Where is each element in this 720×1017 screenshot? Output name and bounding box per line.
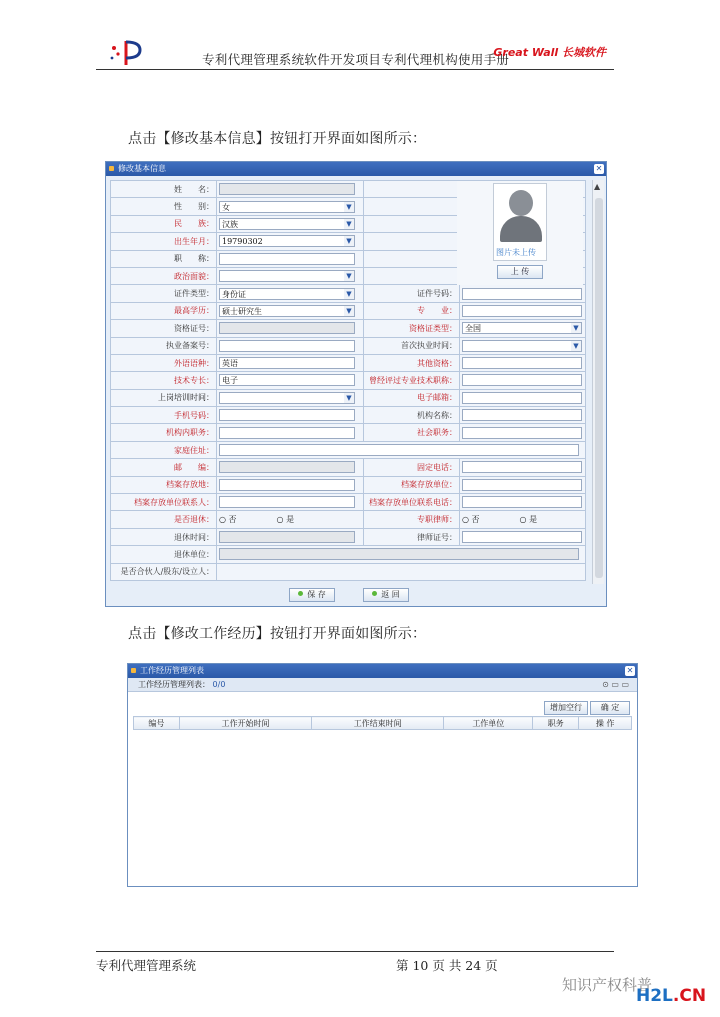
form-scrollbar[interactable] xyxy=(592,180,604,584)
form-row xyxy=(111,563,586,580)
save-icon xyxy=(298,591,303,596)
footer-system: 专利代理管理系统 xyxy=(96,958,197,973)
scrollbar-thumb[interactable] xyxy=(595,198,603,578)
footer-page: 第 10 页 共 24 页 xyxy=(396,958,498,973)
back-icon xyxy=(372,591,377,596)
field-label: 政治面貌： xyxy=(111,267,217,284)
dialog-title: 修改基本信息 xyxy=(118,164,166,173)
text-field[interactable] xyxy=(219,322,355,334)
select-field[interactable]: 汉族 ▼ xyxy=(219,218,355,230)
field-label: 社会职务： xyxy=(364,424,460,441)
page-header xyxy=(96,36,614,70)
field-label: 职 称： xyxy=(111,250,217,267)
column-header[interactable]: 操 作 xyxy=(579,717,632,730)
column-header[interactable]: 职务 xyxy=(533,717,579,730)
work-history-dialog xyxy=(127,663,638,887)
field-label: 档案存放地： xyxy=(111,476,217,493)
upload-button[interactable]: 上 传 xyxy=(497,265,543,279)
field-label: 退休时间： xyxy=(111,528,217,545)
field-label: 固定电话： xyxy=(364,459,460,476)
work-history-table xyxy=(133,716,632,730)
text-field[interactable] xyxy=(462,479,582,491)
field-label xyxy=(364,181,460,198)
text-field[interactable] xyxy=(462,392,582,404)
field-label: 档案存放单位： xyxy=(364,476,460,493)
text-field[interactable] xyxy=(219,340,355,352)
watermark-site: H2L.CN xyxy=(636,986,707,1006)
field-label: 机构名称： xyxy=(364,407,460,424)
dropdown-arrow-icon[interactable]: ▼ xyxy=(344,306,354,316)
column-header[interactable]: 工作结束时间 xyxy=(312,717,444,730)
field-label: 外语语种： xyxy=(111,354,217,371)
field-label: 技术专长： xyxy=(111,372,217,389)
form-row xyxy=(111,285,586,302)
select-field[interactable] xyxy=(219,392,355,404)
field-label: 专 业： xyxy=(364,302,460,319)
select-field[interactable]: 19790302 ▼ xyxy=(219,235,355,247)
photo-caption: 图片未上传 xyxy=(496,248,536,257)
form-row xyxy=(111,372,586,389)
watermark-text: 知识产权科普 xyxy=(562,976,653,994)
header-brand: Great Wall 长城软件 xyxy=(493,46,606,59)
field-label: 证件类型： xyxy=(111,285,217,302)
text-field[interactable] xyxy=(219,409,355,421)
form-row xyxy=(111,459,586,476)
list-subtitle: 工作经历管理列表： xyxy=(138,680,210,689)
close-icon[interactable]: ✕ xyxy=(626,666,634,675)
text-field[interactable] xyxy=(462,496,582,508)
form-row xyxy=(111,354,586,371)
form-row xyxy=(111,424,586,441)
text-field[interactable] xyxy=(219,461,355,473)
text-field[interactable] xyxy=(219,183,355,195)
form-row xyxy=(111,320,586,337)
confirm-button[interactable]: 确 定 xyxy=(590,701,630,715)
dropdown-arrow-icon[interactable]: ▼ xyxy=(344,271,354,281)
field-label: 证件号码： xyxy=(364,285,460,302)
column-header[interactable]: 编号 xyxy=(134,717,180,730)
list-count: 0/0 xyxy=(212,680,226,689)
field-label: 资格证类型： xyxy=(364,320,460,337)
text-field[interactable] xyxy=(219,548,579,560)
instruction-text-1: 点击【修改基本信息】按钮打开界面如图所示： xyxy=(128,131,427,147)
dropdown-arrow-icon[interactable]: ▼ xyxy=(344,202,354,212)
dropdown-arrow-icon[interactable]: ▼ xyxy=(344,289,354,299)
text-field[interactable] xyxy=(219,496,355,508)
form-row xyxy=(111,389,586,406)
field-label: 资格证号： xyxy=(111,320,217,337)
field-label: 是否合伙人/股东/设立人： xyxy=(111,563,217,580)
dropdown-arrow-icon[interactable]: ▼ xyxy=(344,219,354,229)
radio-option[interactable]: ○ 是 xyxy=(276,515,295,525)
field-label: 邮 编： xyxy=(111,459,217,476)
form-row xyxy=(111,476,586,493)
select-field[interactable] xyxy=(219,270,355,282)
field-label: 家庭住址： xyxy=(111,441,217,458)
dropdown-arrow-icon[interactable]: ▼ xyxy=(571,341,581,351)
radio-option[interactable]: ○ 是 xyxy=(519,515,538,525)
field-label: 是否退休： xyxy=(111,511,217,528)
form-row xyxy=(111,494,586,511)
column-header[interactable]: 工作单位 xyxy=(444,717,533,730)
radio-option[interactable]: ○ 否 xyxy=(462,515,480,525)
titlebar-icon xyxy=(109,166,114,171)
dialog2-titlebar xyxy=(128,664,637,678)
dialog2-title: 工作经历管理列表 xyxy=(140,666,204,675)
dropdown-arrow-icon[interactable]: ▼ xyxy=(344,236,354,246)
field-label: 档案存放单位联系人： xyxy=(111,494,217,511)
instruction-text-2: 点击【修改工作经历】按钮打开界面如图所示： xyxy=(128,626,427,642)
list-toolbar xyxy=(128,678,637,692)
field-label: 律师证号： xyxy=(364,528,460,545)
field-label xyxy=(364,233,460,250)
field-label: 执业备案号： xyxy=(111,337,217,354)
text-field[interactable] xyxy=(462,357,582,369)
form-row xyxy=(111,337,586,354)
text-field[interactable]: 电子 xyxy=(219,374,355,386)
text-field[interactable] xyxy=(462,427,582,439)
photo-panel xyxy=(457,181,583,285)
field-label: 曾经评过专业技术职称： xyxy=(364,372,460,389)
field-label xyxy=(364,215,460,232)
titlebar2-icon xyxy=(131,668,136,673)
select-field[interactable]: 全国 ▼ xyxy=(462,322,582,334)
field-label: 机构内职务： xyxy=(111,424,217,441)
field-label: 电子邮箱： xyxy=(364,389,460,406)
radio-option[interactable]: ○ 否 xyxy=(219,515,237,525)
field-label: 性 别： xyxy=(111,198,217,215)
dropdown-arrow-icon[interactable]: ▼ xyxy=(571,323,581,333)
select-field[interactable]: 身份证 ▼ xyxy=(219,288,355,300)
form-row xyxy=(111,511,586,528)
form-row xyxy=(111,441,586,458)
text-field[interactable] xyxy=(219,444,579,456)
field-label: 民 族： xyxy=(111,215,217,232)
text-field[interactable] xyxy=(219,253,355,265)
text-field[interactable]: 英语 xyxy=(219,357,355,369)
chevron-up-icon[interactable]: ▲ xyxy=(594,182,601,191)
text-field[interactable] xyxy=(219,427,355,439)
form-row xyxy=(111,528,586,545)
text-field[interactable] xyxy=(219,531,355,543)
field-label: 专职律师： xyxy=(364,511,460,528)
field-label: 姓 名： xyxy=(111,181,217,198)
company-logo-icon xyxy=(104,38,146,68)
text-field[interactable] xyxy=(462,288,582,300)
window-controls-icon[interactable]: ⊙ ▭ ▭ xyxy=(602,680,629,689)
field-label: 首次执业时间： xyxy=(364,337,460,354)
field-label xyxy=(364,267,460,284)
select-field[interactable]: 硕士研究生 ▼ xyxy=(219,305,355,317)
text-field[interactable] xyxy=(219,479,355,491)
page-footer xyxy=(96,951,614,973)
field-label: 其他资格： xyxy=(364,354,460,371)
add-row-button[interactable]: 增加空行 xyxy=(544,701,588,715)
form-row xyxy=(111,546,586,563)
field-label: 最高学历： xyxy=(111,302,217,319)
form-row xyxy=(111,302,586,319)
field-label: 出生年月： xyxy=(111,233,217,250)
text-field[interactable] xyxy=(462,305,582,317)
field-label: 退休单位： xyxy=(111,546,217,563)
text-field[interactable] xyxy=(462,374,582,386)
save-button[interactable]: 保 存 xyxy=(289,588,335,602)
avatar xyxy=(493,183,547,261)
select-field[interactable]: 女 ▼ xyxy=(219,201,355,213)
field-label: 档案存放单位联系电话： xyxy=(364,494,460,511)
dropdown-arrow-icon[interactable]: ▼ xyxy=(344,393,354,403)
select-field[interactable] xyxy=(462,340,582,352)
text-field[interactable] xyxy=(462,409,582,421)
text-field[interactable] xyxy=(462,531,582,543)
back-button[interactable]: 返 回 xyxy=(363,588,409,602)
field-label: 上岗培训时间： xyxy=(111,389,217,406)
close-icon[interactable]: ✕ xyxy=(595,164,603,173)
header-title: 专利代理管理系统软件开发项目专利代理机构使用手册 xyxy=(202,52,510,67)
field-label xyxy=(364,198,460,215)
column-header[interactable]: 工作开始时间 xyxy=(179,717,311,730)
text-field[interactable] xyxy=(462,461,582,473)
form-row xyxy=(111,407,586,424)
field-label: 手机号码： xyxy=(111,407,217,424)
field-label xyxy=(364,250,460,267)
dialog-titlebar xyxy=(106,162,606,176)
